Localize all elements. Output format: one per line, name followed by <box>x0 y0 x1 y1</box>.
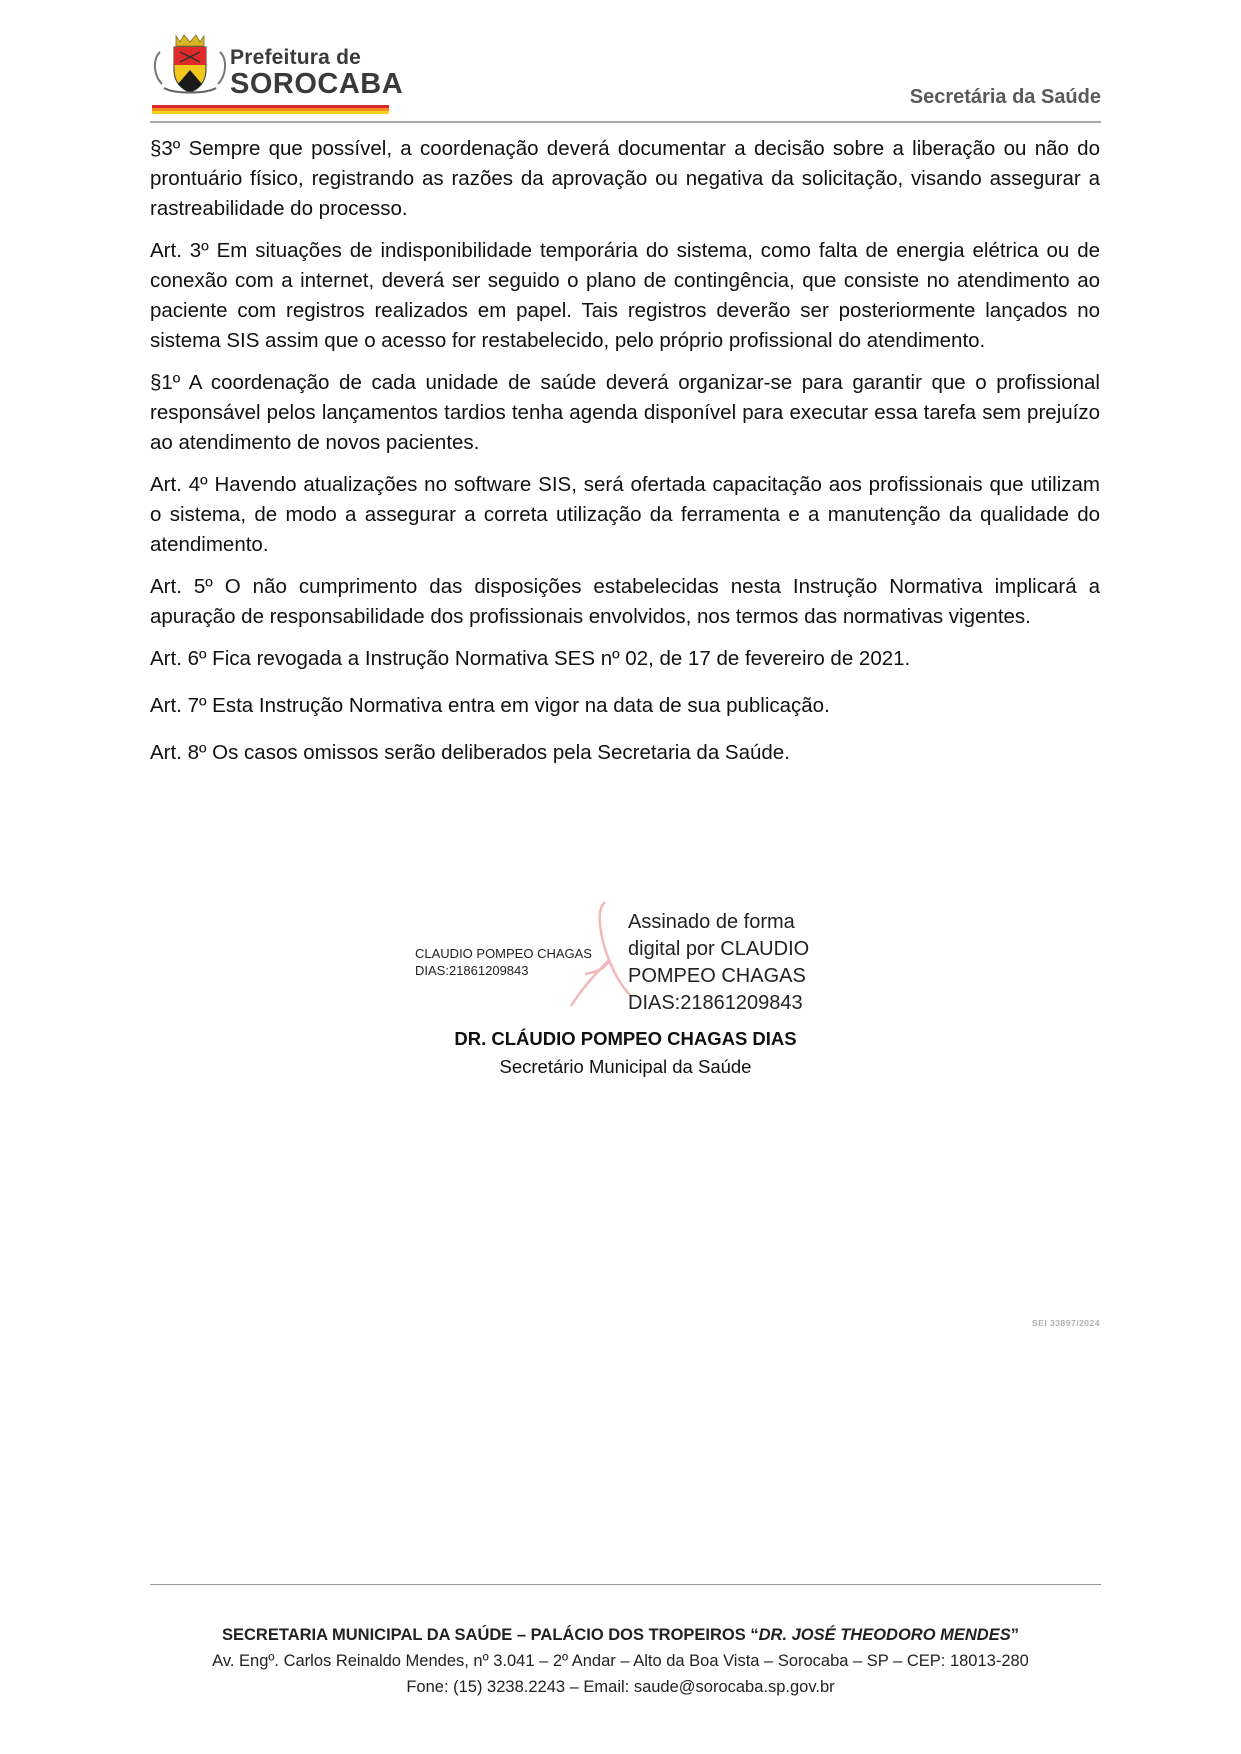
logo-text-sorocaba: SOROCABA <box>230 68 404 100</box>
signature-right-line1: Assinado de forma <box>628 911 795 933</box>
signature-left-line2: DIAS:21861209843 <box>415 963 529 978</box>
signature-certificate-name <box>415 945 592 979</box>
footer-institution <box>0 1622 1241 1648</box>
document-body <box>150 134 1100 785</box>
logo-color-band <box>152 105 389 114</box>
article-4: Art. 4º Havendo atualizações no software SIS, será ofertada capacitação aos profissionais que utilizam o sistema, de modo a assegurar a correta utilização da ferramenta e a manutenção da qualidade do atendimento. <box>150 473 1100 556</box>
footer-contact: Fone: (15) 3238.2243 – Email: saude@sorocaba.sp.gov.br <box>406 1678 835 1696</box>
footer-institution-prefix: SECRETARIA MUNICIPAL DA SAÚDE – PALÁCIO DOS TROPEIROS “ <box>222 1626 759 1644</box>
signer-title: Secretário Municipal da Saúde <box>499 1056 752 1077</box>
digital-signature-block <box>415 905 845 1025</box>
article-8: Art. 8º Os casos omissos serão deliberados pela Secretaria da Saúde. <box>150 741 790 764</box>
signer-name: DR. CLÁUDIO POMPEO CHAGAS DIAS <box>454 1028 797 1049</box>
sei-process-number: SEI 33897/2024 <box>1032 1318 1100 1328</box>
signature-right-line3: POMPEO CHAGAS <box>628 965 806 987</box>
department-title: Secretária da Saúde <box>909 86 1101 108</box>
band-yellow <box>152 111 389 114</box>
header-divider <box>150 121 1101 123</box>
signer-block <box>0 1028 1241 1078</box>
footer-institution-suffix: ” <box>1010 1626 1019 1644</box>
footer-divider <box>150 1584 1101 1585</box>
prefeitura-logo <box>150 32 404 117</box>
signature-left-line1: CLAUDIO POMPEO CHAGAS <box>415 946 592 961</box>
paragraph-3-section: §3º Sempre que possível, a coordenação deverá documentar a decisão sobre a liberação ou não do prontuário físico, registrando as razões da aprovação ou negativa da solicitação, visando assegurar a rastreabilidade do processo. <box>150 137 1100 220</box>
article-3-section-1: §1º A coordenação de cada unidade de saúde deverá organizar-se para garantir que o profissional responsável pelos lançamentos tardios tenha agenda disponível para executar essa tarefa sem prejuízo ao atendimento de novos pacientes. <box>150 371 1100 454</box>
page-footer <box>0 1622 1241 1700</box>
signature-right-line2: digital por CLAUDIO <box>628 938 810 960</box>
article-7: Art. 7º Esta Instrução Normativa entra em vigor na data de sua publicação. <box>150 694 830 717</box>
article-3: Art. 3º Em situações de indisponibilidade temporária do sistema, como falta de energia elétrica ou de conexão com a internet, deverá ser seguido o plano de contingência, que consiste no atendimento ao paciente com registros realizados em papel. Tais registros deverão ser posteriormente lançados no sistema SIS assim que o acesso for restabelecido, pelo próprio profissional do atendimento. <box>150 239 1100 352</box>
signature-statement <box>628 909 809 1017</box>
page-header <box>0 0 1241 130</box>
footer-institution-italic: DR. JOSÉ THEODORO MENDES <box>758 1626 1011 1644</box>
article-5: Art. 5º O não cumprimento das disposições estabelecidas nesta Instrução Normativa implicará a apuração de responsabilidade dos profissionais envolvidos, nos termos das normativas vigentes. <box>150 575 1100 628</box>
coat-of-arms-icon <box>150 32 230 100</box>
signature-right-line4: DIAS:21861209843 <box>628 992 803 1014</box>
footer-address: Av. Engº. Carlos Reinaldo Mendes, nº 3.041 – 2º Andar – Alto da Boa Vista – Sorocaba – SP – CEP: 18013-280 <box>212 1652 1029 1670</box>
logo-text-prefeitura: Prefeitura de <box>230 46 361 69</box>
article-6: Art. 6º Fica revogada a Instrução Normativa SES nº 02, de 17 de fevereiro de 2021. <box>150 647 911 670</box>
